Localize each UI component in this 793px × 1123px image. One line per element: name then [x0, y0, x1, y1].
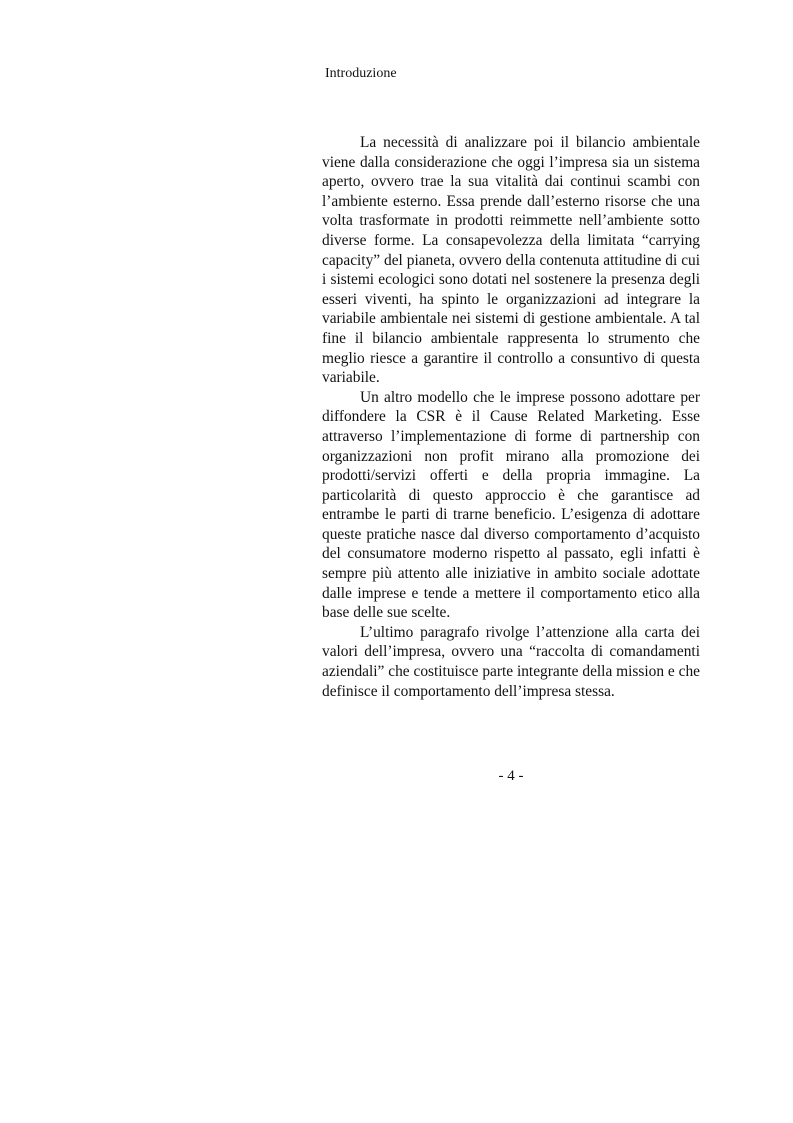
running-header: Introduzione [325, 66, 397, 81]
paragraph-cause-related-marketing: Un altro modello che le imprese possono adottare per diffondere la CSR è il Cause Related Marketing. Esse attraverso l’implementazione di forme di partnership con organizzazioni non profit mirano alla promozione dei prodotti/servizi offerti e della propria immagine. La particolarità di questo approccio è che garantisce ad entrambe le parti di trarne beneficio. L’esigenza di adottare queste pratiche nasce dal diverso comportamento d’acquisto del consumatore moderno rispetto al passato, egli infatti è sempre più attento alle iniziative in ambito sociale adottate dalle imprese e tende a mettere il comportamento etico alla base delle sue scelte. [322, 388, 700, 622]
paragraph-carta-dei-valori: L’ultimo paragrafo rivolge l’attenzione alla carta dei valori dell’impresa, ovvero una “raccolta di comandamenti aziendali” che costituisce parte integrante della mission e che definisce il comportamento dell’impresa stessa. [322, 623, 700, 700]
page-number: - 4 - [498, 768, 524, 784]
paragraph-bilancio-ambientale: La necessità di analizzare poi il bilancio ambientale viene dalla considerazione che oggi l’impresa sia un sistema aperto, ovvero trae la sua vitalità dai continui scambi con l’ambiente esterno. Essa prende dall’esterno risorse che una volta trasformate in prodotti reimmette nell’ambiente sotto diverse forme. La consapevolezza della limitata “carrying capacity” del pianeta, ovvero della contenuta attitudine di cui i sistemi ecologici sono dotati nel sostenere la presenza degli esseri viventi, ha spinto le organizzazioni ad integrare la variabile ambientale nei sistemi di gestione ambientale. A tal fine il bilancio ambientale rappresenta lo strumento che meglio riesce a garantire il controllo a consuntivo di questa variabile. [322, 134, 700, 387]
body-text [322, 133, 700, 701]
